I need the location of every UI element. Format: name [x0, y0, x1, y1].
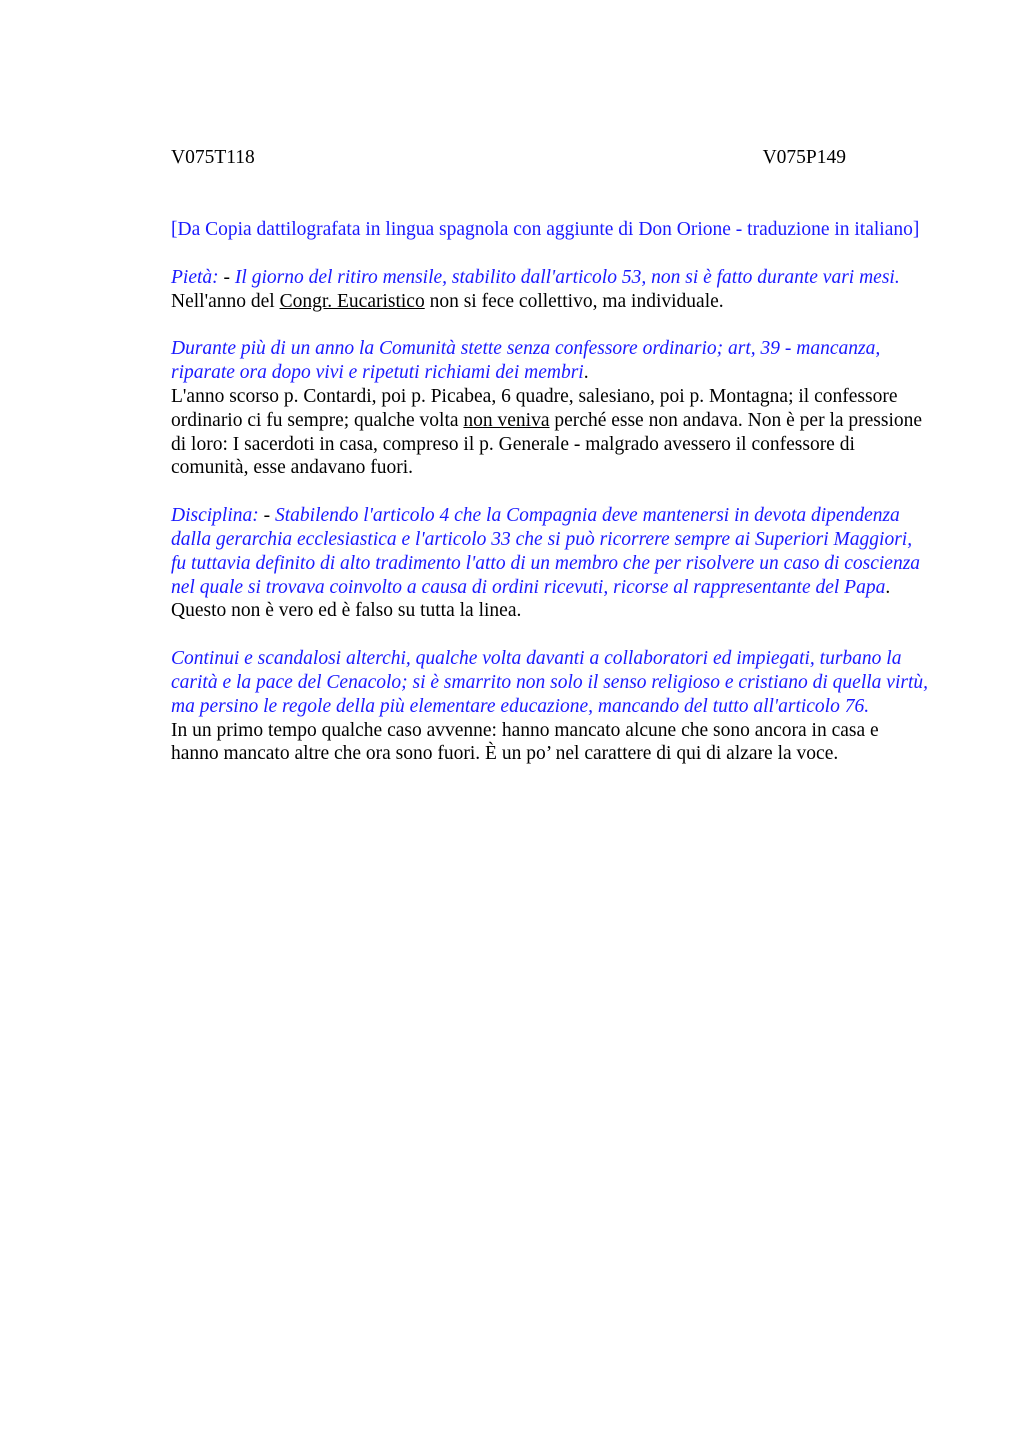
- intro-note: [Da Copia dattilografata in lingua spagnola con aggiunte di Don Orione - traduzione in italiano]: [171, 219, 920, 240]
- confessore-answer: [171, 385, 931, 480]
- confessore-answer-end: perché esse non andava. Non è per la pressione di loro: I sacerdoti in casa, compreso il p. Generale - malgrado avessero il confessore di comunità, esse andavano fuori.: [171, 409, 923, 479]
- pieta-question: [171, 266, 931, 290]
- spacer: [171, 313, 931, 337]
- confessore-question-text: Durante più di un anno la Comunità stette senza confessore ordinario; art, 39 - mancanza, riparate ora dopo vivi e ripetuti richiami dei membri: [171, 338, 881, 384]
- pieta-answer-end: non si fece collettivo, ma individuale.: [424, 290, 724, 312]
- pieta-dash: -: [218, 266, 235, 288]
- document-code-right: V075P149: [762, 147, 846, 168]
- disciplina-answer: Questo non è vero ed è falso su tutta la linea.: [171, 600, 522, 622]
- confessore-question: [171, 337, 931, 385]
- document-code-left: V075T118: [171, 147, 255, 168]
- spacer: [171, 623, 931, 647]
- disciplina-period: .: [885, 576, 891, 598]
- page-header: [171, 146, 846, 170]
- alterchi-answer: In un primo tempo qualche caso avvenne: hanno mancato alcune che sono ancora in casa e hanno mancato altre che ora sono fuori. È un po’ nel carattere di qui di alzare la voce.: [171, 719, 879, 765]
- spacer: [171, 242, 931, 266]
- spacer: [171, 480, 931, 504]
- disciplina-dash: -: [258, 505, 275, 527]
- disciplina-question-text: Stabilendo l'articolo 4 che la Compagnia deve mantenersi in devota dipendenza dalla gerarchia ecclesiastica e l'articolo 33 che si può ricorrere sempre ai Superiori Maggiori, fu tuttavia definito di alto tradimento l'atto di un membro che per risolvere un caso di coscienza nel quale si trovava coinvolto a causa di ordini ricevuti, ricorse al rappresentante del Papa: [171, 505, 921, 598]
- alterchi-question: Continui e scandalosi alterchi, qualche volta davanti a collaboratori ed impiegati, turbano la carità e la pace del Cenacolo; si è smarrito non solo il senso religioso e cristiano di quella virtù, ma persino le regole della più elementare educazione, mancando del tutto all'articolo 76.: [171, 648, 928, 717]
- pieta-answer-underlined: Congr. Eucaristico: [279, 290, 425, 312]
- pieta-answer: [171, 290, 931, 314]
- pieta-question-text: Il giorno del ritiro mensile, stabilito dall'articolo 53, non si è fatto durante vari mesi.: [234, 266, 900, 288]
- confessore-answer-underlined: non veniva: [463, 409, 550, 431]
- disciplina-label: Disciplina:: [171, 505, 259, 527]
- pieta-answer-start: Nell'anno del: [171, 290, 280, 312]
- document-body: [171, 218, 931, 766]
- pieta-label: Pietà:: [171, 266, 219, 288]
- confessore-period: .: [583, 362, 589, 384]
- confessore-answer-start: L'anno scorso p. Contardi, poi p. Picabea, 6 quadre, salesiano, poi p. Montagna; il confessore ordinario ci fu sempre; qualche volta: [171, 385, 898, 431]
- disciplina-question: [171, 504, 931, 599]
